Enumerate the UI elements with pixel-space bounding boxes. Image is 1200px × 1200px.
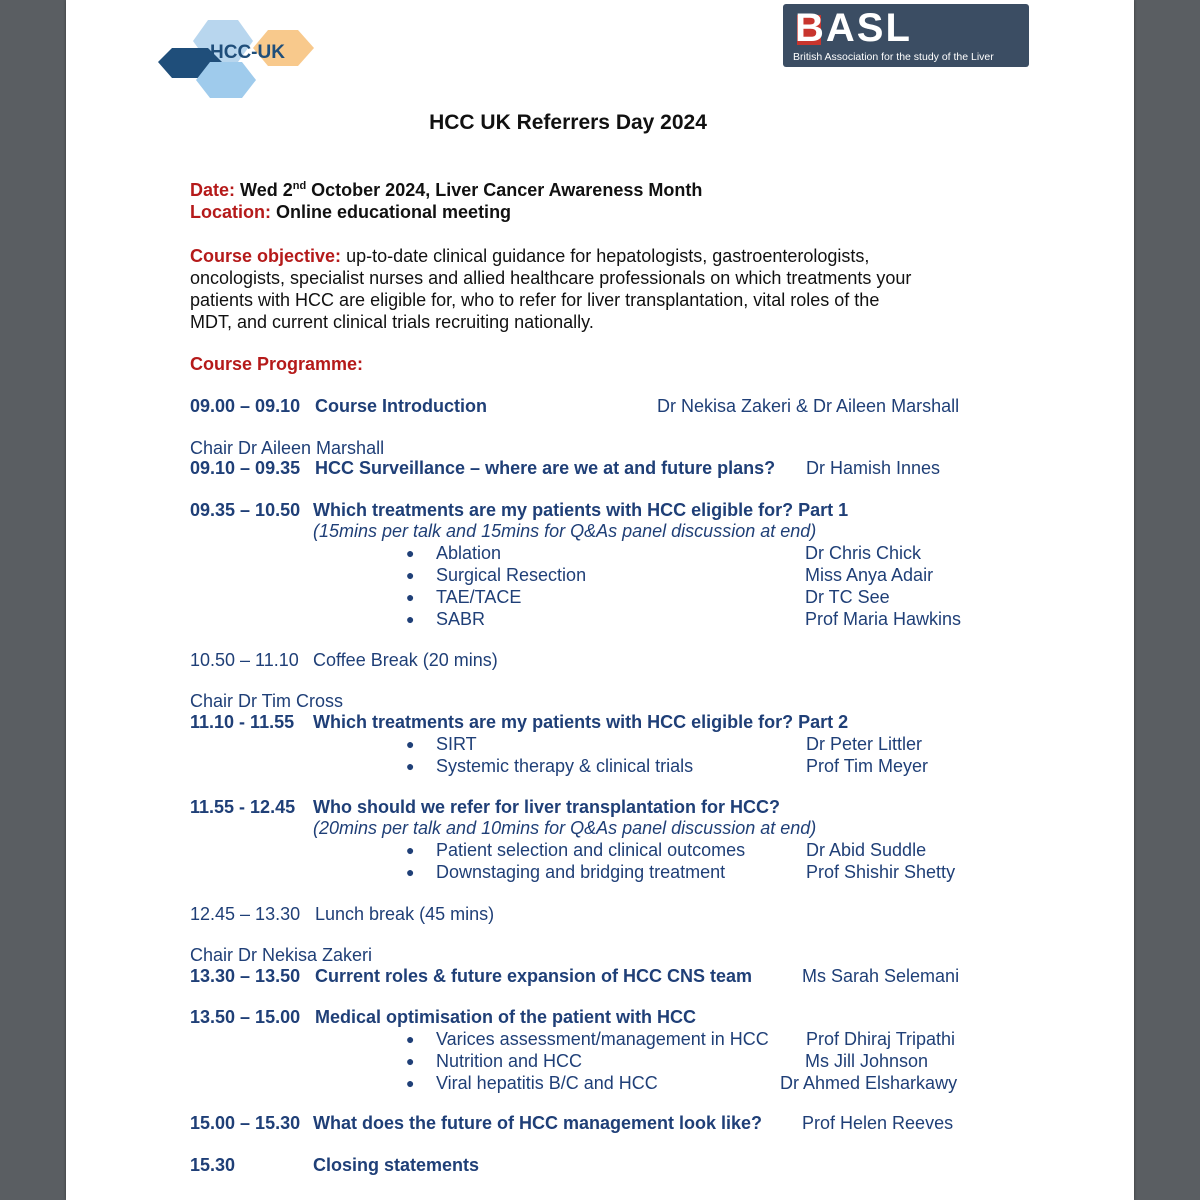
transplant-speaker-2: Prof Shishir Shetty <box>806 862 956 882</box>
intro-title: Course Introduction <box>315 396 487 416</box>
chair-1: Chair Dr Aileen Marshall <box>190 438 385 458</box>
hcc-uk-logo <box>158 16 328 106</box>
transplant-speaker-1: Dr Abid Suddle <box>806 840 927 860</box>
objective-line-2: oncologists, specialist nurses and allied healthcare professionals on which treatments your <box>190 268 912 288</box>
basl-logo <box>783 4 1029 67</box>
medical-topic-1: Varices assessment/management in HCC <box>436 1029 769 1049</box>
intro-speaker: Dr Nekisa Zakeri & Dr Aileen Marshall <box>657 396 960 416</box>
bullet-icon: ● <box>406 1075 415 1091</box>
transplant-note: (20mins per talk and 10mins for Q&As panel discussion at end) <box>313 818 817 838</box>
document-page <box>66 0 1134 1200</box>
cns-title: Current roles & future expansion of HCC CNS team <box>315 966 753 986</box>
medical-title: Medical optimisation of the patient with HCC <box>315 1007 697 1027</box>
cns-time: 13.30 – 13.50 <box>190 966 301 986</box>
date-line <box>190 180 702 201</box>
surveillance-time: 09.10 – 09.35 <box>190 458 301 478</box>
part2-topic-2: Systemic therapy & clinical trials <box>436 756 694 776</box>
bullet-icon: ● <box>406 589 415 605</box>
medical-time: 13.50 – 15.00 <box>190 1007 301 1027</box>
coffee-title: Coffee Break (20 mins) <box>313 650 498 670</box>
part2-title: Which treatments are my patients with HCC eligible for? Part 2 <box>313 712 849 732</box>
future-speaker: Prof Helen Reeves <box>802 1113 954 1133</box>
medical-speaker-3: Dr Ahmed Elsharkawy <box>780 1073 958 1093</box>
part1-speaker-2: Miss Anya Adair <box>805 565 934 585</box>
intro-time: 09.00 – 09.10 <box>190 396 301 416</box>
part1-speaker-3: Dr TC See <box>805 587 890 607</box>
programme-heading: Course Programme: <box>190 354 364 374</box>
future-time: 15.00 – 15.30 <box>190 1113 301 1133</box>
transplant-title: Who should we refer for liver transplantation for HCC? <box>313 797 781 817</box>
bullet-icon: ● <box>406 864 415 880</box>
surveillance-speaker: Dr Hamish Innes <box>806 458 941 478</box>
objective-line-4: MDT, and current clinical trials recruiting nationally. <box>190 312 594 332</box>
bullet-icon: ● <box>406 567 415 583</box>
part1-topic-3: TAE/TACE <box>436 587 522 607</box>
part2-speaker-1: Dr Peter Littler <box>806 734 923 754</box>
part1-speaker-1: Dr Chris Chick <box>805 543 922 563</box>
lunch-time: 12.45 – 13.30 <box>190 904 301 924</box>
part2-speaker-2: Prof Tim Meyer <box>806 756 929 776</box>
bullet-icon: ● <box>406 545 415 561</box>
transplant-topic-1: Patient selection and clinical outcomes <box>436 840 746 860</box>
location-line <box>190 202 511 223</box>
cns-speaker: Ms Sarah Selemani <box>802 966 960 986</box>
closing-time: 15.30 <box>190 1155 236 1175</box>
basl-subtitle: British Association for the study of the Liver <box>793 51 994 63</box>
medical-speaker-2: Ms Jill Johnson <box>805 1051 929 1071</box>
part1-title: Which treatments are my patients with HCC eligible for? Part 1 <box>313 500 849 520</box>
future-title: What does the future of HCC management look like? <box>313 1113 763 1133</box>
medical-speaker-1: Prof Dhiraj Tripathi <box>806 1029 956 1049</box>
bullet-icon: ● <box>406 736 415 752</box>
bullet-icon: ● <box>406 611 415 627</box>
medical-topic-2: Nutrition and HCC <box>436 1051 583 1071</box>
part1-topic-2: Surgical Resection <box>436 565 587 585</box>
part1-topic-4: SABR <box>436 609 486 629</box>
transplant-topic-2: Downstaging and bridging treatment <box>436 862 726 882</box>
lunch-title: Lunch break (45 mins) <box>315 904 495 924</box>
surveillance-title: HCC Surveillance – where are we at and future plans? <box>315 458 776 478</box>
objective-line-1: Course objective: up-to-date clinical guidance for hepatologists, gastroenterologists, <box>190 246 870 266</box>
hcc-uk-logo-text: HCC-UK <box>210 42 285 63</box>
closing-title: Closing statements <box>313 1155 480 1175</box>
chair-2: Chair Dr Tim Cross <box>190 691 344 711</box>
coffee-time: 10.50 – 11.10 <box>190 650 299 670</box>
bullet-icon: ● <box>406 1031 415 1047</box>
part2-topic-1: SIRT <box>436 734 477 754</box>
date-label: Date: <box>190 180 236 200</box>
page-title: HCC UK Referrers Day 2024 <box>429 111 707 134</box>
bullet-icon: ● <box>406 758 415 774</box>
chair-3: Chair Dr Nekisa Zakeri <box>190 945 373 965</box>
transplant-time: 11.55 - 12.45 <box>190 797 296 817</box>
part2-time: 11.10 - 11.55 <box>190 712 295 732</box>
part1-note: (15mins per talk and 15mins for Q&As panel discussion at end) <box>313 521 817 541</box>
part1-topic-1: Ablation <box>436 543 502 563</box>
date-value: Wed 2nd October 2024, Liver Cancer Awareness Month <box>240 180 703 200</box>
basl-wordmark: BASL <box>795 6 912 50</box>
part1-speaker-4: Prof Maria Hawkins <box>805 609 962 629</box>
objective-label: Course objective: <box>190 246 342 266</box>
medical-topic-3: Viral hepatitis B/C and HCC <box>436 1073 658 1093</box>
location-value: Online educational meeting <box>276 202 512 222</box>
bullet-icon: ● <box>406 842 415 858</box>
location-label: Location: <box>190 202 271 222</box>
part1-time: 09.35 – 10.50 <box>190 500 301 520</box>
objective-line-3: patients with HCC are eligible for, who to refer for liver transplantation, vital roles of the <box>190 290 880 310</box>
bullet-icon: ● <box>406 1053 415 1069</box>
